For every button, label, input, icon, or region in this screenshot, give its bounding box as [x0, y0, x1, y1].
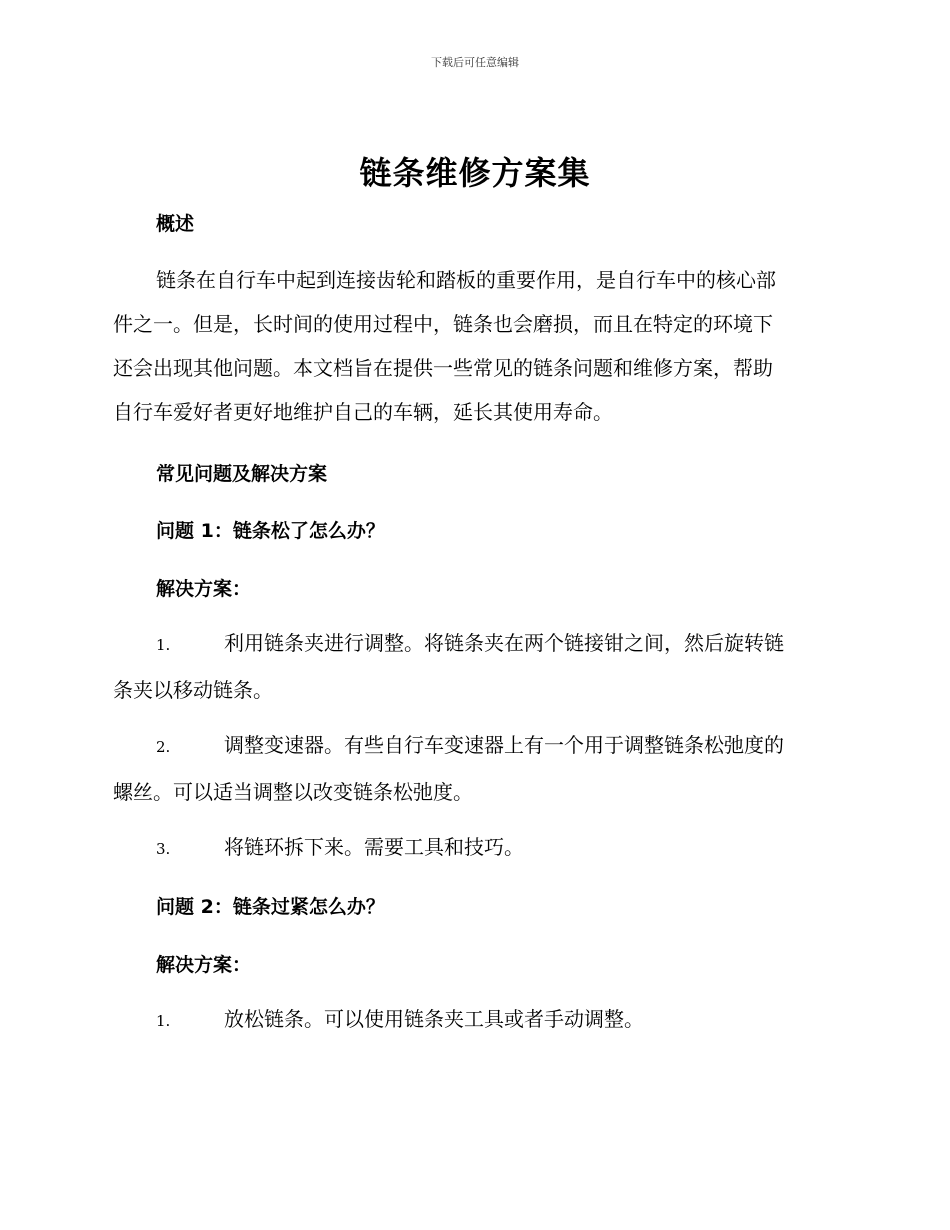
common-problems-heading: 常见问题及解决方案: [156, 463, 328, 485]
problem-2-solution-heading: 解决方案：: [156, 954, 252, 976]
list-item: [113, 825, 833, 872]
list-number: 2.: [156, 738, 171, 756]
header-note: 下载后可任意编辑: [431, 56, 519, 69]
list-number: 3.: [156, 840, 171, 858]
overview-line: 自行车爱好者更好地维护自己的车辆，延长其使用寿命。: [113, 400, 613, 424]
overview-paragraph: [113, 258, 833, 434]
problem-1-heading: 问题 1：链条松了怎么办？: [156, 520, 385, 542]
list-text: 调整变速器。有些自行车变速器上有一个用于调整链条松弛度的: [224, 733, 784, 757]
overview-line: 件之一。但是，长时间的使用过程中，链条也会磨损，而且在特定的环境下: [113, 312, 773, 336]
overview-heading: 概述: [156, 213, 195, 235]
list-item: [113, 997, 833, 1044]
list-text: 放松链条。可以使用链条夹工具或者手动调整。: [224, 1007, 644, 1031]
document-title: 链条维修方案集: [359, 154, 591, 192]
list-item: [113, 723, 833, 815]
list-text-continuation: 条夹以移动链条。: [113, 678, 273, 702]
overview-line: 链条在自行车中起到连接齿轮和踏板的重要作用，是自行车中的核心部: [156, 268, 776, 292]
list-text-continuation: 螺丝。可以适当调整以改变链条松弛度。: [113, 780, 473, 804]
list-text: 将链环拆下来。需要工具和技巧。: [224, 835, 524, 859]
list-text: 利用链条夹进行调整。将链条夹在两个链接钳之间，然后旋转链: [224, 631, 784, 655]
problem-1-solution-heading: 解决方案：: [156, 578, 252, 600]
overview-line: 还会出现其他问题。本文档旨在提供一些常见的链条问题和维修方案，帮助: [113, 356, 773, 380]
list-number: 1.: [156, 636, 171, 654]
list-number: 1.: [156, 1012, 171, 1030]
problem-2-heading: 问题 2：链条过紧怎么办？: [156, 896, 385, 918]
list-item: [113, 621, 833, 713]
